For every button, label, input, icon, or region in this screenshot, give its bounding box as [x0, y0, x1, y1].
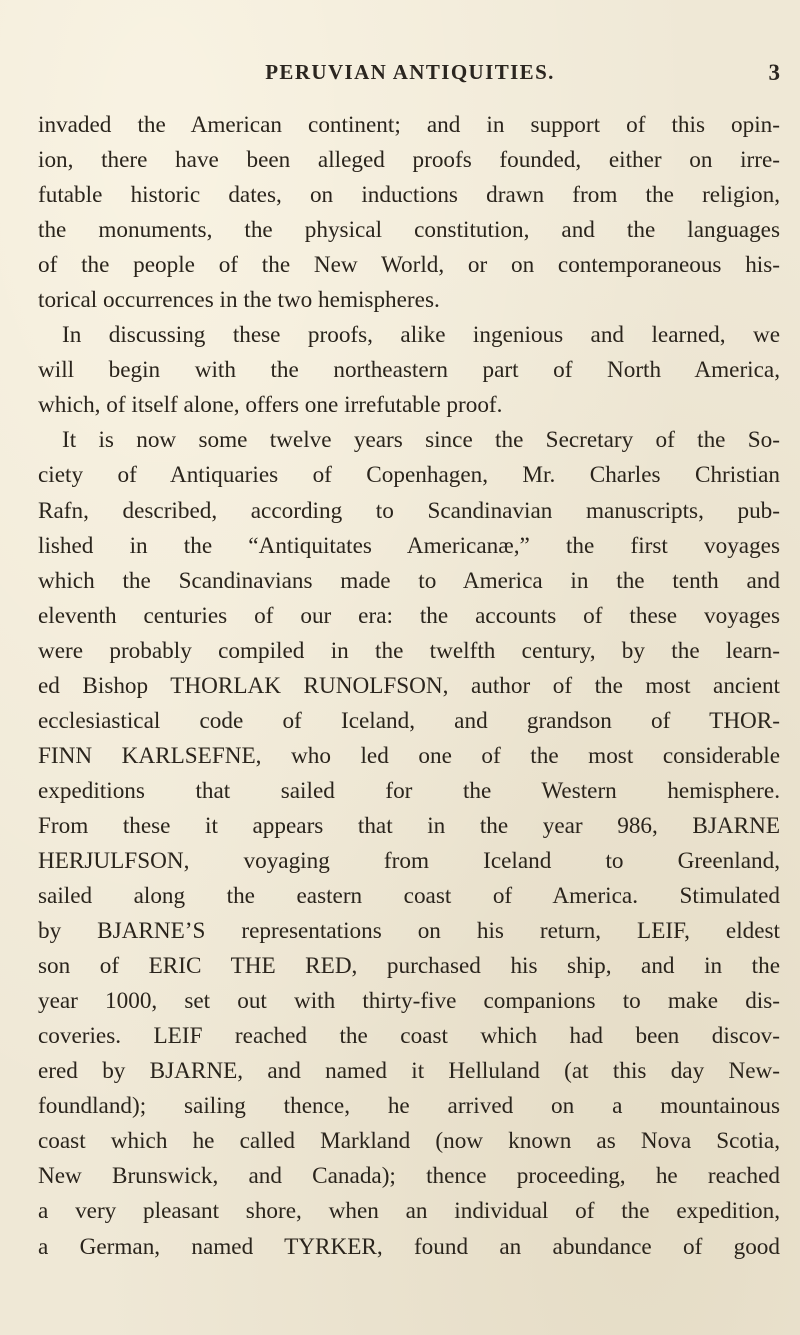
text-line: From these it appears that in the year 986, BJARNE: [38, 812, 780, 839]
text-line: son of ERIC THE RED, purchased his ship, and in the: [38, 953, 780, 980]
text-line: ed Bishop THORLAK RUNOLFSON, author of the most ancient: [38, 672, 780, 699]
text-line: which, of itself alone, offers one irrefutable proof.: [38, 392, 503, 419]
text-line: year 1000, set out with thirty-five companions to make dis-: [38, 988, 780, 1015]
text-line: expeditions that sailed for the Western hemisphere.: [38, 777, 780, 804]
text-line: coveries. LEIF reached the coast which had been discov-: [38, 1023, 780, 1050]
text-line: a German, named TYRKER, found an abundance of good: [38, 1233, 780, 1260]
text-line: It is now some twelve years since the Secretary of the So-: [62, 427, 780, 454]
text-line: will begin with the northeastern part of North America,: [38, 357, 780, 384]
text-line: were probably compiled in the twelfth century, by the learn-: [38, 637, 780, 664]
text-line: a very pleasant shore, when an individual of the expedition,: [38, 1198, 780, 1225]
running-title: PERUVIAN ANTIQUITIES.: [265, 60, 555, 84]
text-line: ciety of Antiquaries of Copenhagen, Mr. Charles Christian: [38, 462, 780, 489]
text-line: New Brunswick, and Canada); thence proceeding, he reached: [38, 1163, 780, 1190]
running-head: [40, 60, 780, 90]
text-line: coast which he called Markland (now known as Nova Scotia,: [38, 1128, 780, 1155]
text-line: HERJULFSON, voyaging from Iceland to Greenland,: [38, 847, 780, 874]
text-line: foundland); sailing thence, he arrived on a mountainous: [38, 1093, 780, 1120]
text-line: futable historic dates, on inductions drawn from the religion,: [38, 182, 780, 209]
text-line: eleventh centuries of our era: the accounts of these voyages: [38, 602, 780, 629]
page-number: 3: [768, 60, 780, 85]
text-line: Rafn, described, according to Scandinavian manuscripts, pub-: [38, 497, 780, 524]
text-line: In discussing these proofs, alike ingenious and learned, we: [62, 322, 780, 349]
text-line: ion, there have been alleged proofs founded, either on irre-: [38, 147, 780, 174]
text-line: sailed along the eastern coast of America. Stimulated: [38, 883, 780, 910]
text-line: the monuments, the physical constitution, and the languages: [38, 217, 780, 244]
text-line: which the Scandinavians made to America in the tenth and: [38, 567, 780, 594]
text-line: invaded the American continent; and in support of this opin-: [38, 112, 780, 138]
body-text: [38, 108, 780, 1265]
text-line: ered by BJARNE, and named it Helluland (at this day New-: [38, 1058, 780, 1085]
text-line: torical occurrences in the two hemispheres.: [38, 287, 440, 314]
text-line: of the people of the New World, or on contemporaneous his-: [38, 252, 780, 279]
text-line: ecclesiastical code of Iceland, and grandson of THOR-: [38, 707, 780, 734]
text-line: FINN KARLSEFNE, who led one of the most considerable: [38, 742, 780, 769]
text-line: lished in the “Antiquitates Americanæ,” the first voyages: [38, 532, 780, 559]
text-line: by BJARNE’S representations on his return, LEIF, eldest: [38, 918, 780, 945]
